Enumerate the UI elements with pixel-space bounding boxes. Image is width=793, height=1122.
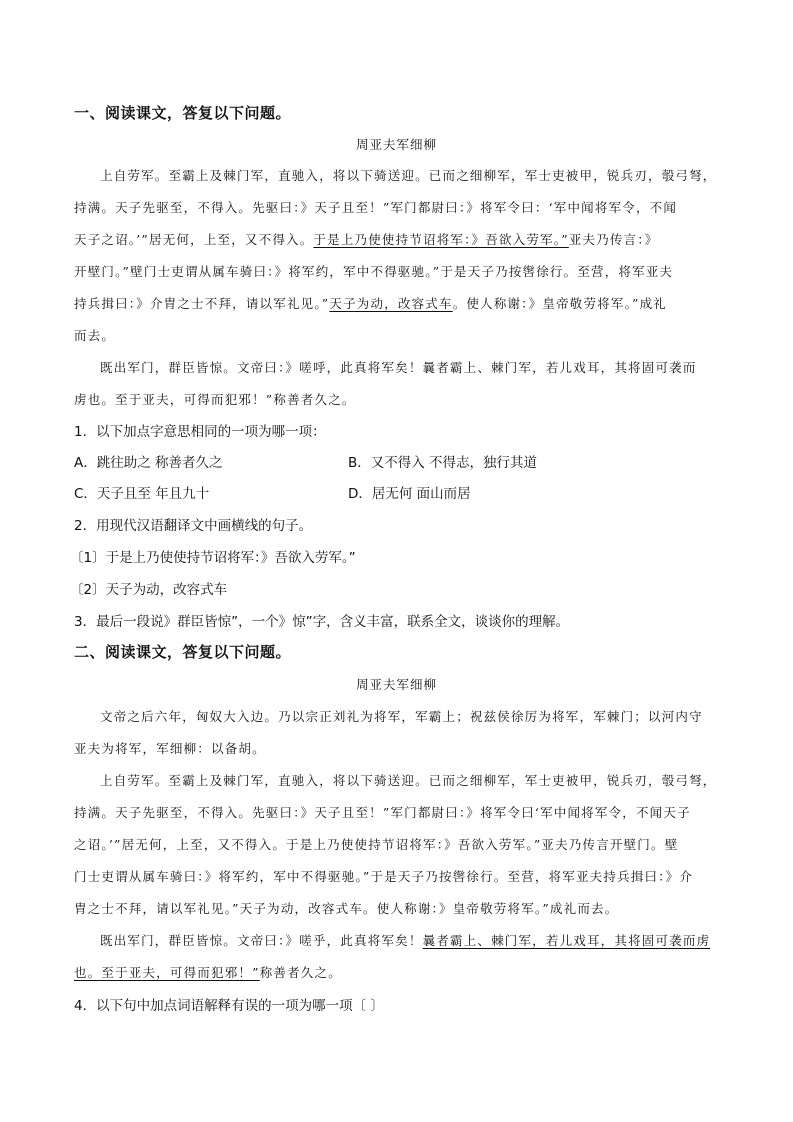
passage-2-line: 之诏。’”居无何，上至，又不得入。于是上乃使使持节诏将军：》吾欲入劳军。”亚夫乃传言开壁门。壁	[74, 837, 679, 852]
question-4: 4．以下句中加点词语解释有误的一项为哪一项〔 〕	[74, 998, 384, 1014]
question-3: 3．最后一段说》群臣皆惊”，一个》惊”字，含义丰富，联系全文，谈谈你的理解。	[74, 614, 570, 630]
section-1-heading: 一、阅读课文，答复以下问题。	[74, 104, 292, 122]
passage-1-line	[74, 294, 724, 312]
passage-2-line: 持满。天子先驱至，不得入。先驱曰：》天子且至！”军门都尉曰：》将军令曰‘军中闻将军令，不闻天子	[74, 805, 691, 820]
question-2: 2．用现代汉语翻译文中画横线的句子。	[74, 518, 313, 534]
passage-2-line: 门士吏谓从属车骑曰：》将军约，军中不得驱驰。”于是天子乃按辔徐行。至营，将军亚夫持兵揖曰：》介	[74, 869, 694, 884]
underlined-sentence-3-cont: 也。至于亚夫，可得而犯邪！”	[74, 965, 260, 980]
underlined-sentence-1: 于是上乃使使持节诏将军：》吾欲入劳军。”	[313, 232, 569, 247]
underlined-sentence-2: 天子为动，改容式车	[329, 296, 453, 311]
option-c: C．天子且至 年且九十	[74, 486, 210, 502]
passage-text: 既出军门，群臣皆惊。文帝曰：》嗟乎，此真将军矣！	[100, 933, 423, 948]
passage-2-line	[74, 963, 724, 981]
passage-2-line: 亚夫为将军，军细柳：以备胡。	[74, 741, 266, 756]
option-d: D．居无何 面山而居	[348, 486, 471, 502]
underlined-sentence-3: 曩者霸上、棘门军，若儿戏耳，其将固可袭而虏	[422, 933, 711, 948]
question-1: 1．以下加点字意思相同的一项为哪一项：	[74, 424, 326, 440]
passage-1-line	[74, 230, 724, 248]
passage-1-line: 上自劳军。至霸上及棘门军，直驰入，将以下骑送迎。已而之细柳军，军士吏被甲，锐兵刃，彀弓弩，	[100, 168, 717, 183]
passage-2-line: 胄之士不拜，请以军礼见。”天子为动，改容式车。使人称谢：》皇帝敬劳将军。”成礼而去。	[74, 901, 619, 916]
passage-1-title: 周亚夫军细柳	[355, 137, 437, 152]
passage-text: 称善者久之。	[259, 965, 342, 980]
option-b: B．又不得入 不得志，独行其道	[348, 455, 538, 471]
passage-text: 。使人称谢：》皇帝敬劳将军。”成礼	[452, 296, 668, 311]
passage-2-line: 文帝之后六年，匈奴大入边。乃以宗正刘礼为将军，军霸上；祝兹侯徐厉为将军，军棘门；以河内守	[100, 709, 703, 724]
passage-1-line: 而去。	[74, 328, 116, 343]
question-2-part-1: 〔1〕于是上乃使使持节诏将军：》吾欲入劳军。”	[70, 550, 356, 566]
passage-2-line	[100, 931, 724, 949]
passage-text: 亚夫乃传言：》	[568, 232, 659, 247]
passage-2-title: 周亚夫军细柳	[355, 677, 437, 692]
passage-1-line: 虏也。至于亚夫，可得而犯邪！”称善者久之。	[74, 392, 356, 407]
passage-text: 天子之诏。’”居无何，上至，又不得入。	[74, 232, 314, 247]
question-2-part-2: 〔2〕天子为动，改容式车	[70, 582, 228, 598]
passage-1-line: 既出军门，群臣皆惊。文帝曰：》嗟呼，此真将军矣！曩者霸上、棘门军，若儿戏耳，其将固可袭而	[100, 360, 697, 375]
passage-2-line: 上自劳军。至霸上及棘门军，直驰入，将以下骑送迎。已而之细柳军，军士吏被甲，锐兵刃，彀弓弩，	[100, 773, 717, 788]
passage-1-line: 开壁门。”壁门士吏谓从属车骑曰：》将军约，军中不得驱驰。”于是天子乃按辔徐行。至营，将军亚夫	[74, 264, 674, 279]
section-2-heading: 二、阅读课文，答复以下问题。	[74, 643, 292, 661]
passage-1-line: 持满。天子先驱至，不得入。先驱曰：》天子且至！”军门都尉曰：》将军令曰：‘军中闻将军令，不闻	[74, 200, 678, 215]
passage-text: 持兵揖曰：》介胄之士不拜，请以军礼见。”	[74, 296, 330, 311]
option-a: A．跳往助之 称善者久之	[74, 455, 223, 471]
